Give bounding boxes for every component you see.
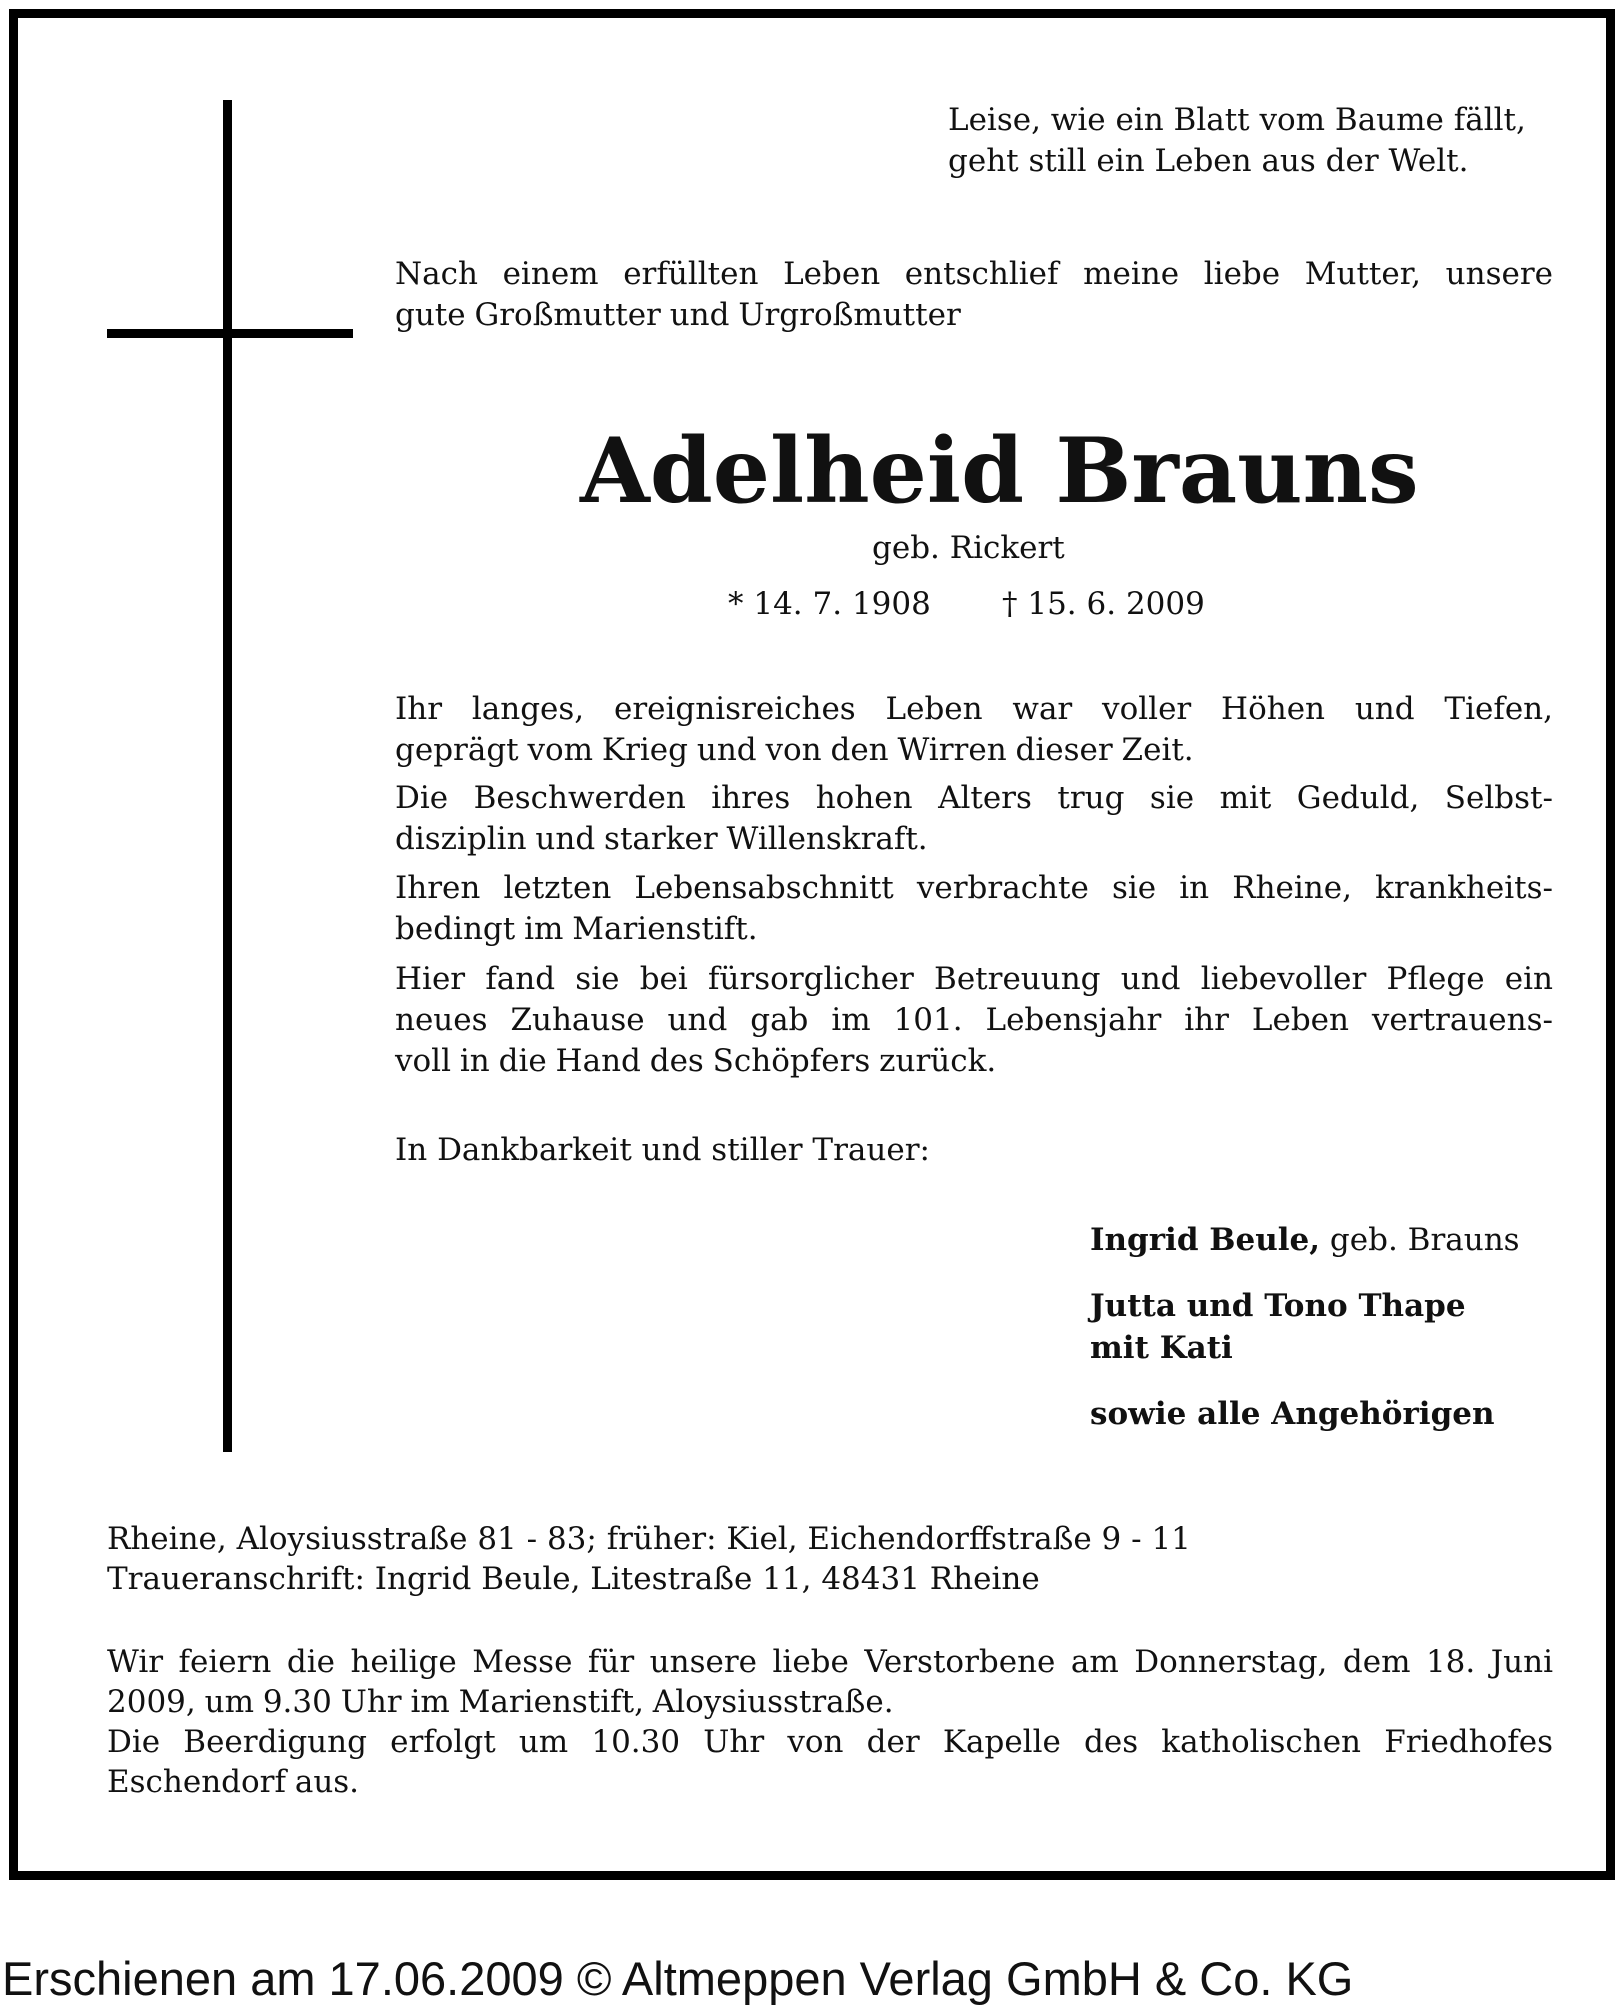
poem-line-2: geht still ein Leben aus der Welt. xyxy=(948,143,1469,179)
tribute-line-6: bedingt im Marienstift. xyxy=(395,911,758,947)
service-line-1: Wir feiern die heilige Messe für unsere liebe Verstorbene am Donnerstag, dem 18. Juni xyxy=(107,1644,1553,1680)
address-line-1: Rheine, Aloysiusstraße 81 - 83; früher: Kiel, Eichendorffstraße 9 - 11 xyxy=(107,1521,1191,1557)
cross-icon-vertical-bar xyxy=(223,100,232,1452)
mourner-1 xyxy=(1090,1219,1520,1261)
intro-line-1: Nach einem erfüllten Leben entschlief meine liebe Mutter, unsere xyxy=(395,256,1553,292)
tribute-line-5: Ihren letzten Lebensabschnitt verbrachte sie in Rheine, krankheits- xyxy=(395,870,1553,906)
tribute-line-2: geprägt vom Krieg und von den Wirren dieser Zeit. xyxy=(395,732,1194,768)
intro-line-2: gute Großmutter und Urgroßmutter xyxy=(395,297,961,333)
deceased-name: Adelheid Brauns xyxy=(580,418,1419,524)
mourner-1-name: Ingrid Beule, xyxy=(1090,1222,1321,1258)
tribute-line-1: Ihr langes, ereignisreiches Leben war voller Höhen und Tiefen, xyxy=(395,691,1553,727)
birth-date: * 14. 7. 1908 xyxy=(728,586,931,622)
service-line-4: Eschendorf aus. xyxy=(107,1764,360,1800)
tribute-line-4: disziplin und starker Willenskraft. xyxy=(395,821,928,857)
tribute-line-9: voll in die Hand des Schöpfers zurück. xyxy=(395,1043,997,1079)
mourner-3: sowie alle Angehörigen xyxy=(1090,1396,1495,1432)
maiden-name: geb. Rickert xyxy=(872,530,1065,566)
service-line-3: Die Beerdigung erfolgt um 10.30 Uhr von der Kapelle des katholischen Friedhofes xyxy=(107,1724,1553,1760)
mourner-2-line-2: mit Kati xyxy=(1090,1330,1233,1366)
address-line-2: Traueranschrift: Ingrid Beule, Litestraße 11, 48431 Rheine xyxy=(107,1561,1040,1597)
cross-icon-horizontal-bar xyxy=(107,329,353,338)
mourner-1-suffix: geb. Brauns xyxy=(1320,1222,1520,1258)
service-line-2: 2009, um 9.30 Uhr im Marienstift, Aloysiusstraße. xyxy=(107,1684,894,1720)
obituary-notice xyxy=(9,9,1615,1880)
death-date: † 15. 6. 2009 xyxy=(1002,586,1205,622)
publication-credit: Erschienen am 17.06.2009 © Altmeppen Verlag GmbH & Co. KG xyxy=(2,1952,1354,2005)
tribute-line-8: neues Zuhause und gab im 101. Lebensjahr ihr Leben vertrauens- xyxy=(395,1002,1553,1038)
tribute-line-7: Hier fand sie bei fürsorglicher Betreuung und liebevoller Pflege ein xyxy=(395,961,1553,997)
mourner-2-line-1: Jutta und Tono Thape xyxy=(1090,1288,1466,1324)
tribute-line-3: Die Beschwerden ihres hohen Alters trug sie mit Geduld, Selbst- xyxy=(395,780,1553,816)
poem-line-1: Leise, wie ein Blatt vom Baume fällt, xyxy=(948,102,1526,138)
closing-line: In Dankbarkeit und stiller Trauer: xyxy=(395,1132,930,1168)
